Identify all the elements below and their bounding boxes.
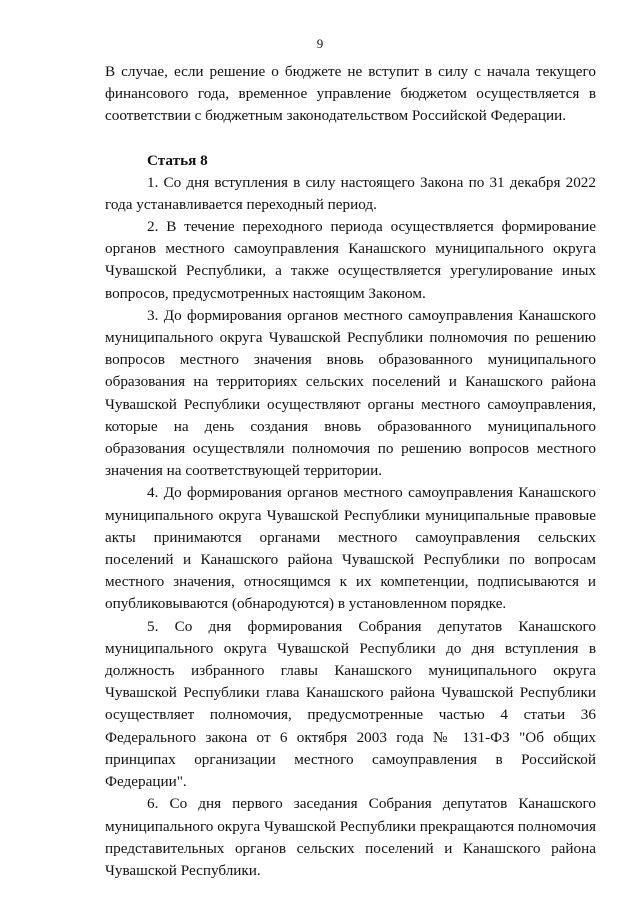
- page-number: 9: [316, 36, 324, 51]
- article-paragraph-2: 2. В течение переходного периода осуществляется формирование органов местного самоуправления Канашского муниципального округа Чувашской Республики, а также осуществляется урегулирование иных вопросов, предусмотренных настоящим Законом.: [105, 218, 596, 302]
- article-8: [105, 150, 596, 883]
- article-heading: Статья 8: [147, 151, 208, 169]
- article-paragraph-4: 4. До формирования органов местного самоуправления Канашского муниципального округа Чувашской Республики муниципальные правовые акты принимаются органами местного самоуправления сельских поселений и Канашского района Чувашской Республики по вопросам местного значения, относящимся к их компетенции, подписываются и опубликовываются (обнародуются) в установленном порядке.: [105, 484, 596, 613]
- intro-paragraph: В случае, если решение о бюджете не вступит в силу с начала текущего финансового года, временное управление бюджетом осуществляется в соответствии с бюджетным законодательством Российской Федерации.: [105, 63, 596, 125]
- article-paragraph-3: 3. До формирования органов местного самоуправления Канашского муниципального округа Чувашской Республики полномочия по решению вопросов местного значения вновь образованного муниципального образования на территориях сельских поселений и Канашского района Чувашской Республики осуществляют органы местного самоуправления, которые на день создания вновь образованного муниципального образования осуществляли полномочия по решению вопросов местного значения на соответствующей территории.: [105, 306, 596, 480]
- article-paragraph-6: 6. Со дня первого заседания Собрания депутатов Канашского муниципального округа Чувашской Республики прекращаются полномочия представительных органов сельских поселений и Канашского района Чувашской Республики.: [105, 795, 596, 879]
- article-paragraph-5: 5. Со дня формирования Собрания депутатов Канашского муниципального округа Чувашской Республики до дня вступления в должность избранного главы Канашского муниципального округа Чувашской Республики глава Канашского района Чувашской Республики осуществляет полномочия, предусмотренные частью 4 статьи 36 Федерального закона от 6 октября 2003 года № 131-ФЗ "Об общих принципах организации местного самоуправления в Российской Федерации".: [105, 617, 596, 791]
- article-paragraph-1: 1. Со дня вступления в силу настоящего Закона по 31 декабря 2022 года устанавливается переходный период.: [105, 173, 596, 213]
- document-body: [105, 61, 596, 882]
